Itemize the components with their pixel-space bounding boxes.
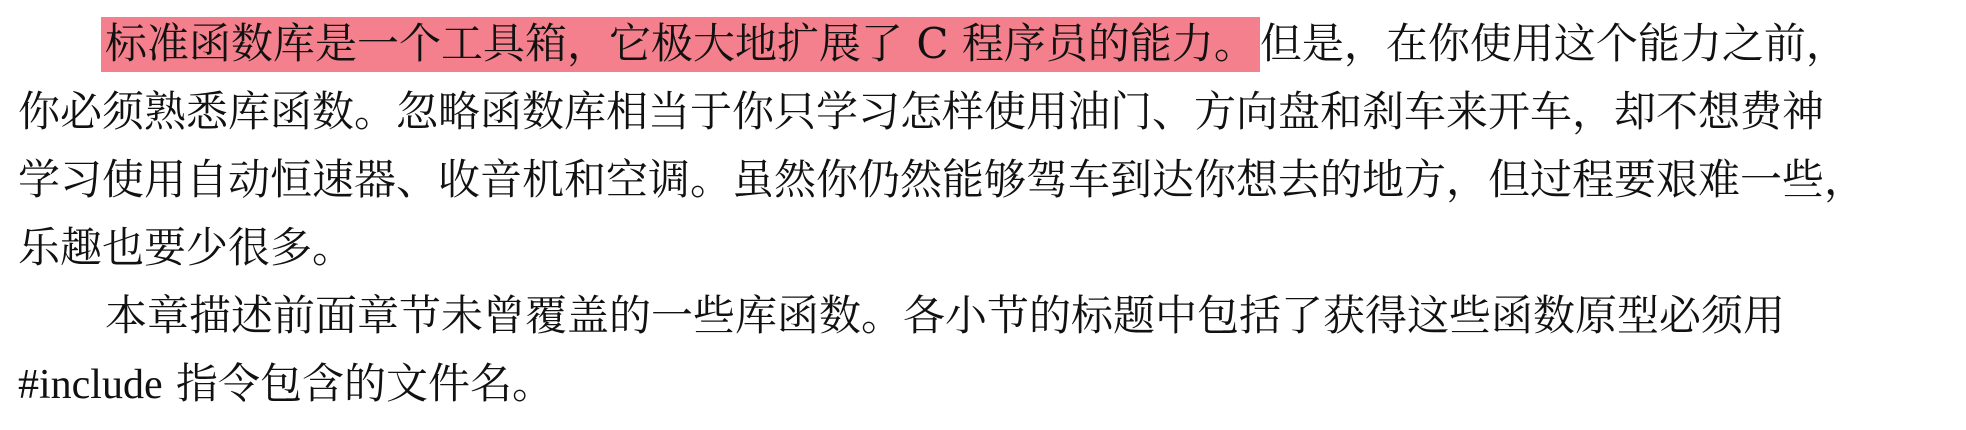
highlighted-sentence[interactable]: 标准函数库是一个工具箱，它极大地扩展了 C 程序员的能力。	[101, 17, 1260, 72]
paragraph-1-line-1-rest: 但是，在你使用这个能力之前，	[1259, 19, 1848, 68]
paragraph-1-line-4: 乐趣也要少很多。	[18, 223, 355, 272]
paragraph-1-line-1	[105, 18, 1848, 70]
paragraph-1-line-3: 学习使用自动恒速器、收音机和空调。虽然你仍然能够驾车到达你想去的地方，但过程要艰难一些，	[18, 155, 1867, 204]
paragraph-2-line-2-rest: 指令包含的文件名。	[162, 359, 554, 408]
paragraph-1-line-2: 你必须熟悉库函数。忽略函数库相当于你只学习怎样使用油门、方向盘和刹车来开车，却不想费神	[18, 87, 1825, 136]
include-directive: #include	[18, 362, 163, 408]
paragraph-2-line-1: 本章描述前面章节未曾覆盖的一些库函数。各小节的标题中包括了获得这些函数原型必须用	[105, 291, 1786, 340]
paragraph-2-line-2	[18, 358, 554, 411]
